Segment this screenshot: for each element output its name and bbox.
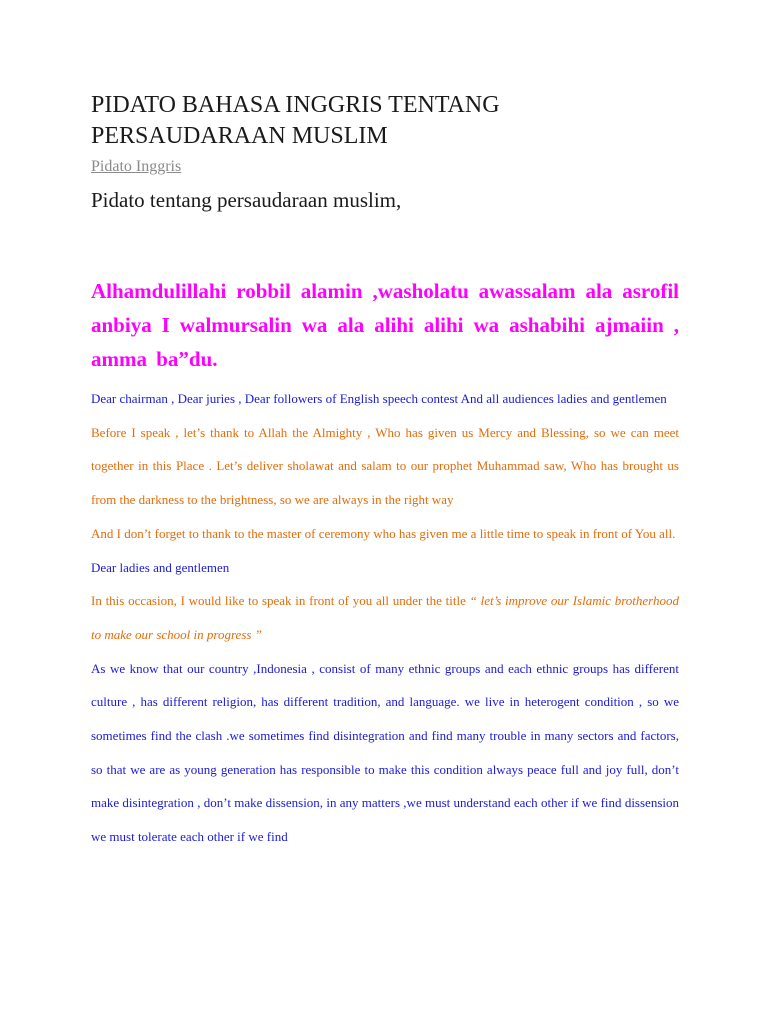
category-link[interactable]: Pidato Inggris (91, 158, 182, 175)
country-paragraph: As we know that our country ,Indonesia , consist of many ethnic groups and each ethnic groups has different culture , has different religion, has different tradition, and language. we live in heterogent condition , so we sometimes find the clash .we sometimes find disintegration and find many trouble in many sectors and factors, so that we are as young generation has responsible to make this condition always peace full and joy full, don’t make disintegration , don’t make dissension, in any matters ,we must understand each other if we find dissension we must tolerate each other if we find (91, 660, 679, 845)
document-title: PIDATO BAHASA INGGRIS TENTANG PERSAUDARAAN MUSLIM (91, 92, 500, 149)
greeting-paragraph: Dear chairman , Dear juries , Dear followers of English speech contest And all audiences ladies and gentlemen (91, 391, 667, 406)
opening-prayer: Alhamdulillahi robbil alamin ,washolatu awassalam ala asrofil anbiya I walmursalin wa ala alihi alihi wa ashabihi ajmaiin , amma ba”du. (91, 279, 679, 371)
occasion-paragraph (91, 584, 679, 651)
thanks-allah-paragraph: Before I speak , let’s thank to Allah the Almighty , Who has given us Mercy and Blessing, so we can meet together in this Place . Let’s deliver sholawat and salam to our prophet Muhammad saw, Who has brought us from the darkness to the brightness, so we are always in the right way (91, 424, 679, 508)
speech-body (91, 382, 679, 854)
thanks-mc-paragraph: And I don’t forget to thank to the master of ceremony who has given me a little time to speak in front of You all. (91, 525, 676, 541)
occasion-intro: In this occasion, I would like to speak in front of you all under the title (91, 593, 470, 609)
intro-text: Pidato tentang persaudaraan muslim, (91, 188, 402, 212)
document-page (91, 90, 679, 854)
ladies-gentlemen-greeting: Dear ladies and gentlemen (91, 559, 230, 575)
speech-title-quote: “ let’s improve our Islamic brotherhood to make our school in progress ” (91, 593, 679, 642)
